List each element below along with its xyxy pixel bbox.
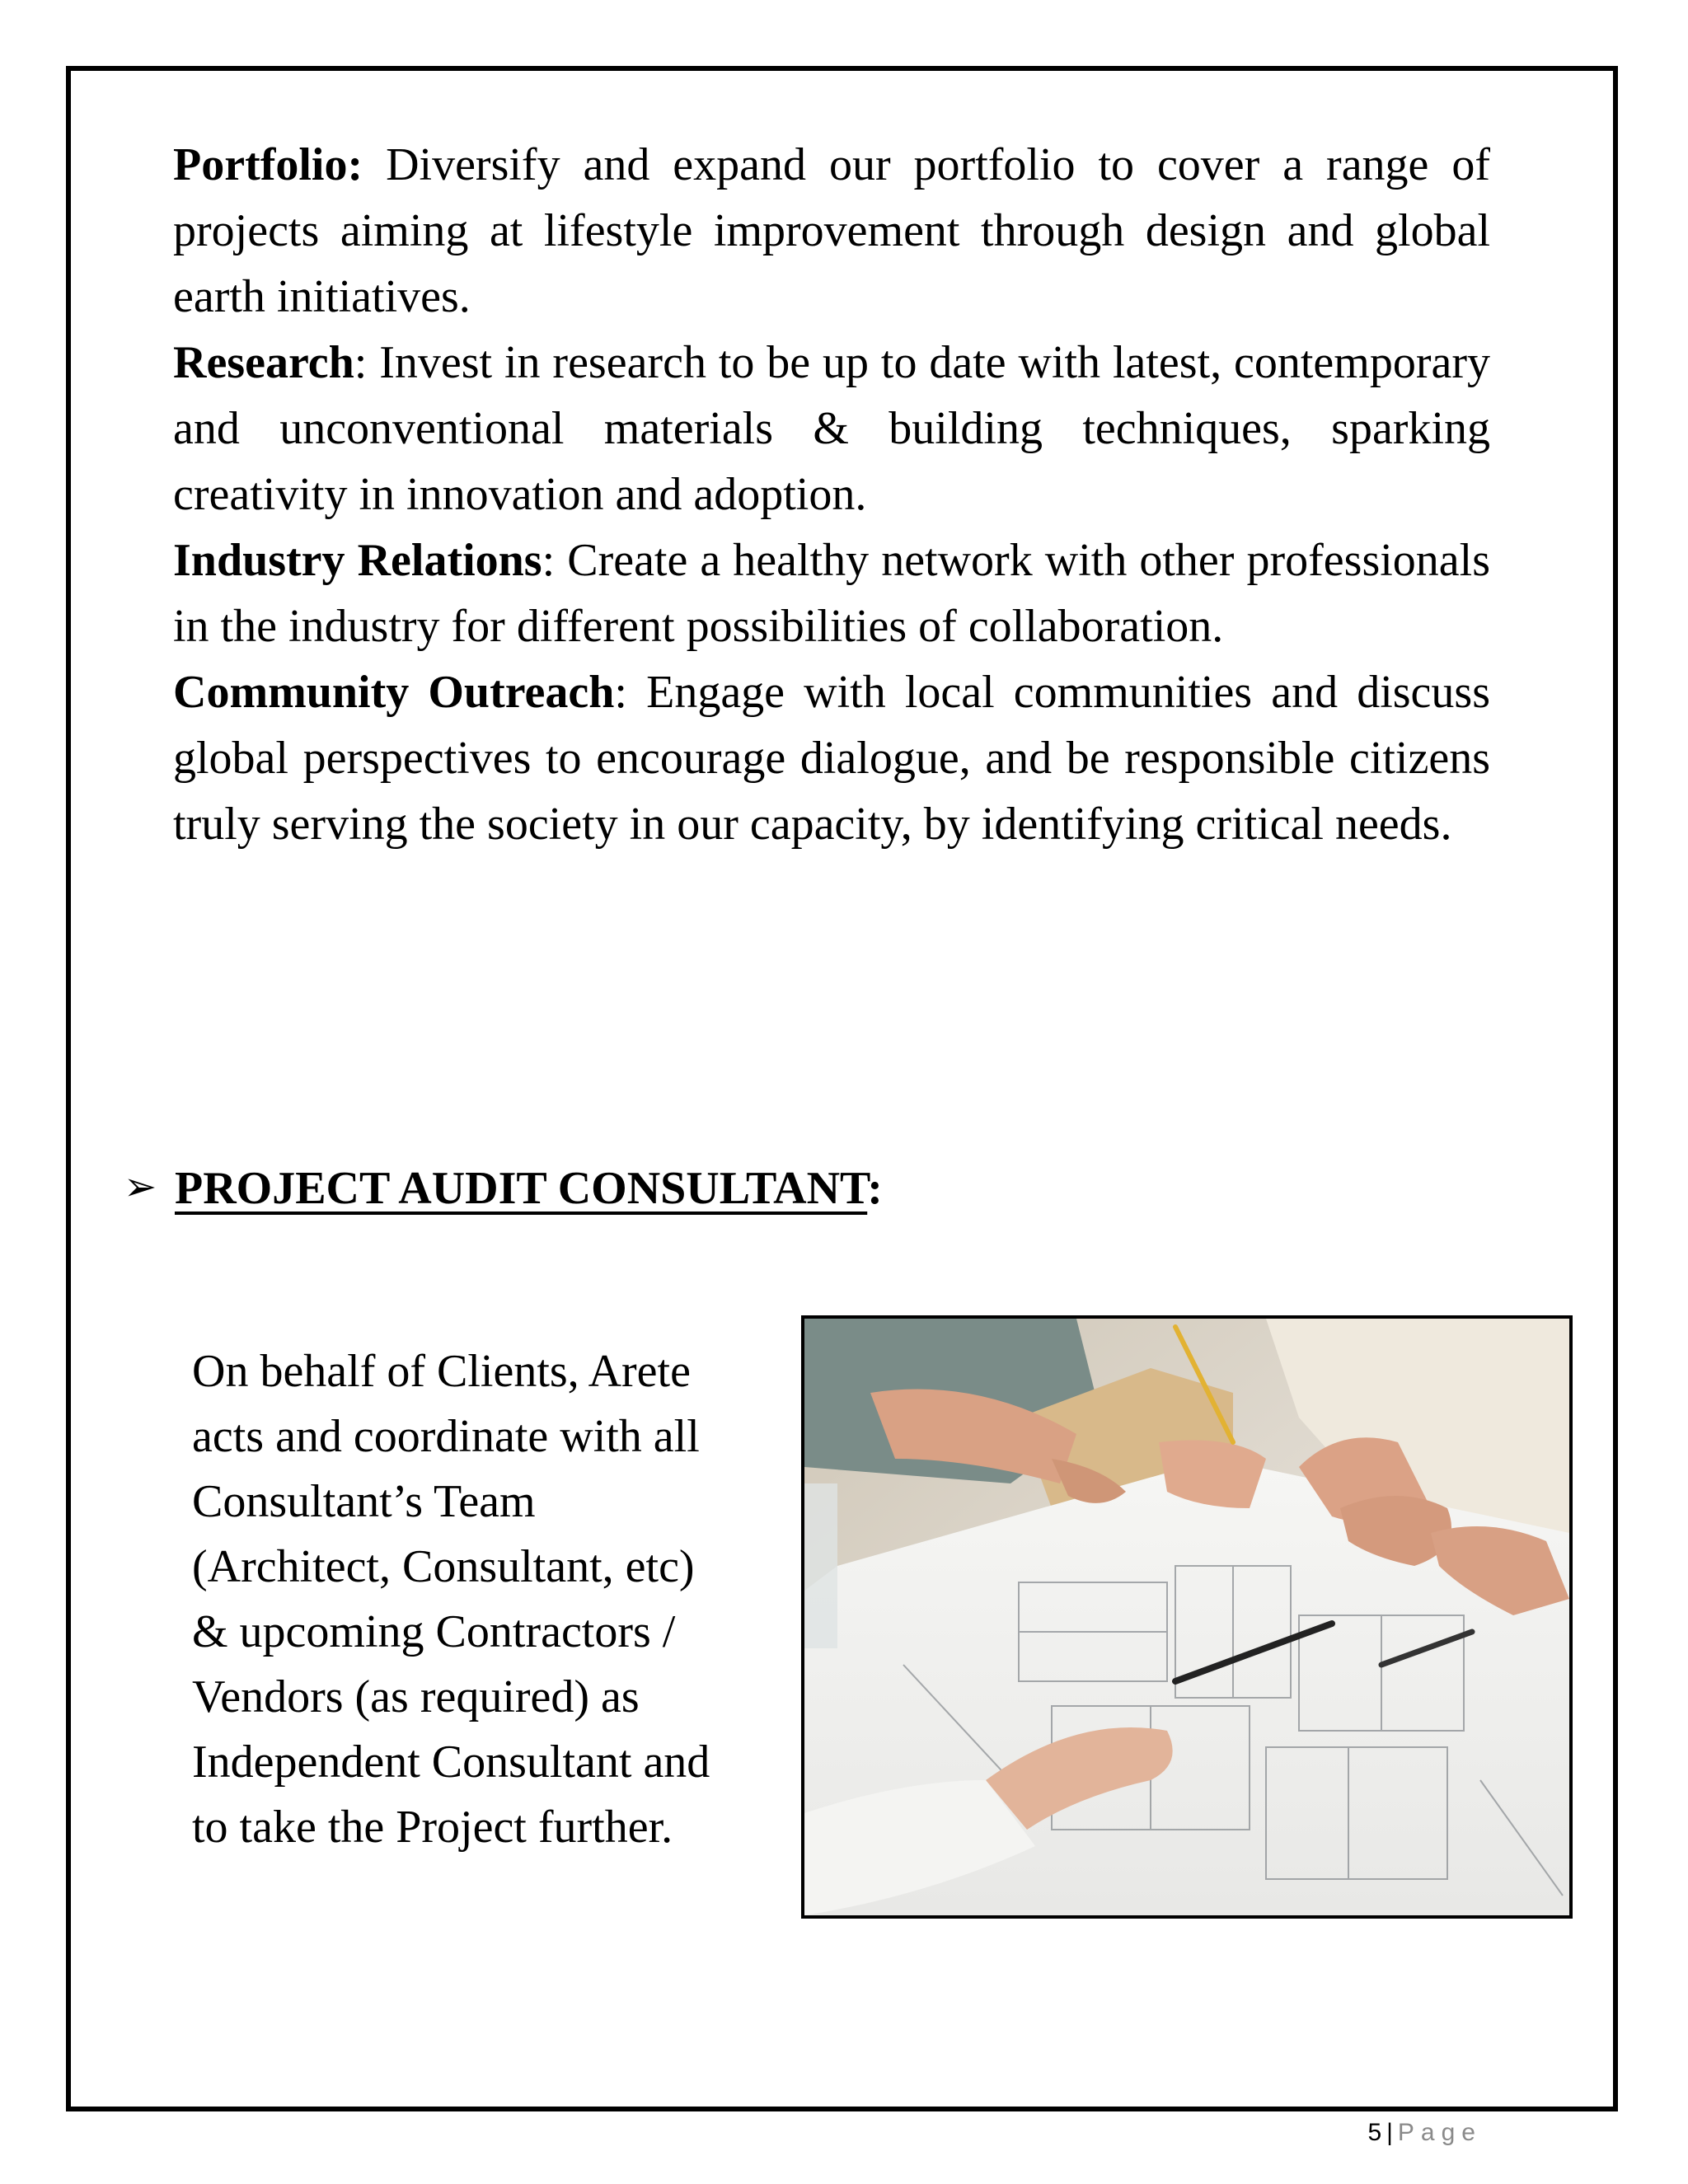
goal-portfolio: [173, 132, 1490, 330]
section-title: PROJECT AUDIT CONSULTANT: [175, 1163, 868, 1214]
description-line: acts and coordinate with all: [192, 1411, 700, 1462]
goal-label: Research: [173, 337, 354, 388]
goal-text: : Invest in research to be up to date with latest, contemporary and unconventional materials & building techniques, sparking creativity in innovation and adoption.: [173, 337, 1490, 520]
description-line: (Architect, Consultant, etc): [192, 1541, 695, 1592]
description-line: On behalf of Clients, Arete: [192, 1346, 691, 1397]
section-title-colon: :: [867, 1163, 883, 1214]
page-number: 5: [1367, 2119, 1382, 2146]
page-label: Page: [1397, 2119, 1482, 2146]
blueprint-meeting-photo: [801, 1315, 1573, 1919]
goal-text: : Create a healthy network with other professionals in the industry for different possibilities of collaboration.: [173, 535, 1490, 652]
goal-label: Community Outreach: [173, 667, 615, 718]
goal-text: Diversify and expand our portfolio to cover a range of projects aiming at lifestyle improvement through design and global earth initiatives.: [173, 139, 1490, 322]
description-line: to take the Project further.: [192, 1802, 673, 1853]
goal-industry-relations: [173, 527, 1490, 659]
description-line: Consultant’s Team: [192, 1476, 536, 1527]
description-line: & upcoming Contractors /: [192, 1606, 676, 1657]
section-heading: [124, 1154, 1360, 1221]
goal-label: Industry Relations: [173, 535, 542, 586]
project-audit-description: [192, 1339, 769, 1860]
page-footer: [1367, 2119, 1482, 2147]
goals-section: [173, 132, 1490, 857]
blueprint-illustration: [804, 1319, 1569, 1915]
arrow-bullet-icon: ➢: [124, 1164, 157, 1210]
goal-label: Portfolio:: [173, 139, 363, 190]
goal-text: : Engage with local communities and discuss global perspectives to encourage dialogue, and be responsible citizens truly serving the society in our capacity, by identifying critical needs.: [173, 667, 1490, 850]
footer-separator: |: [1386, 2119, 1393, 2146]
description-line: Vendors (as required) as: [192, 1671, 640, 1722]
goal-research: [173, 330, 1490, 527]
description-line: Independent Consultant and: [192, 1736, 710, 1788]
goal-community-outreach: [173, 659, 1490, 857]
